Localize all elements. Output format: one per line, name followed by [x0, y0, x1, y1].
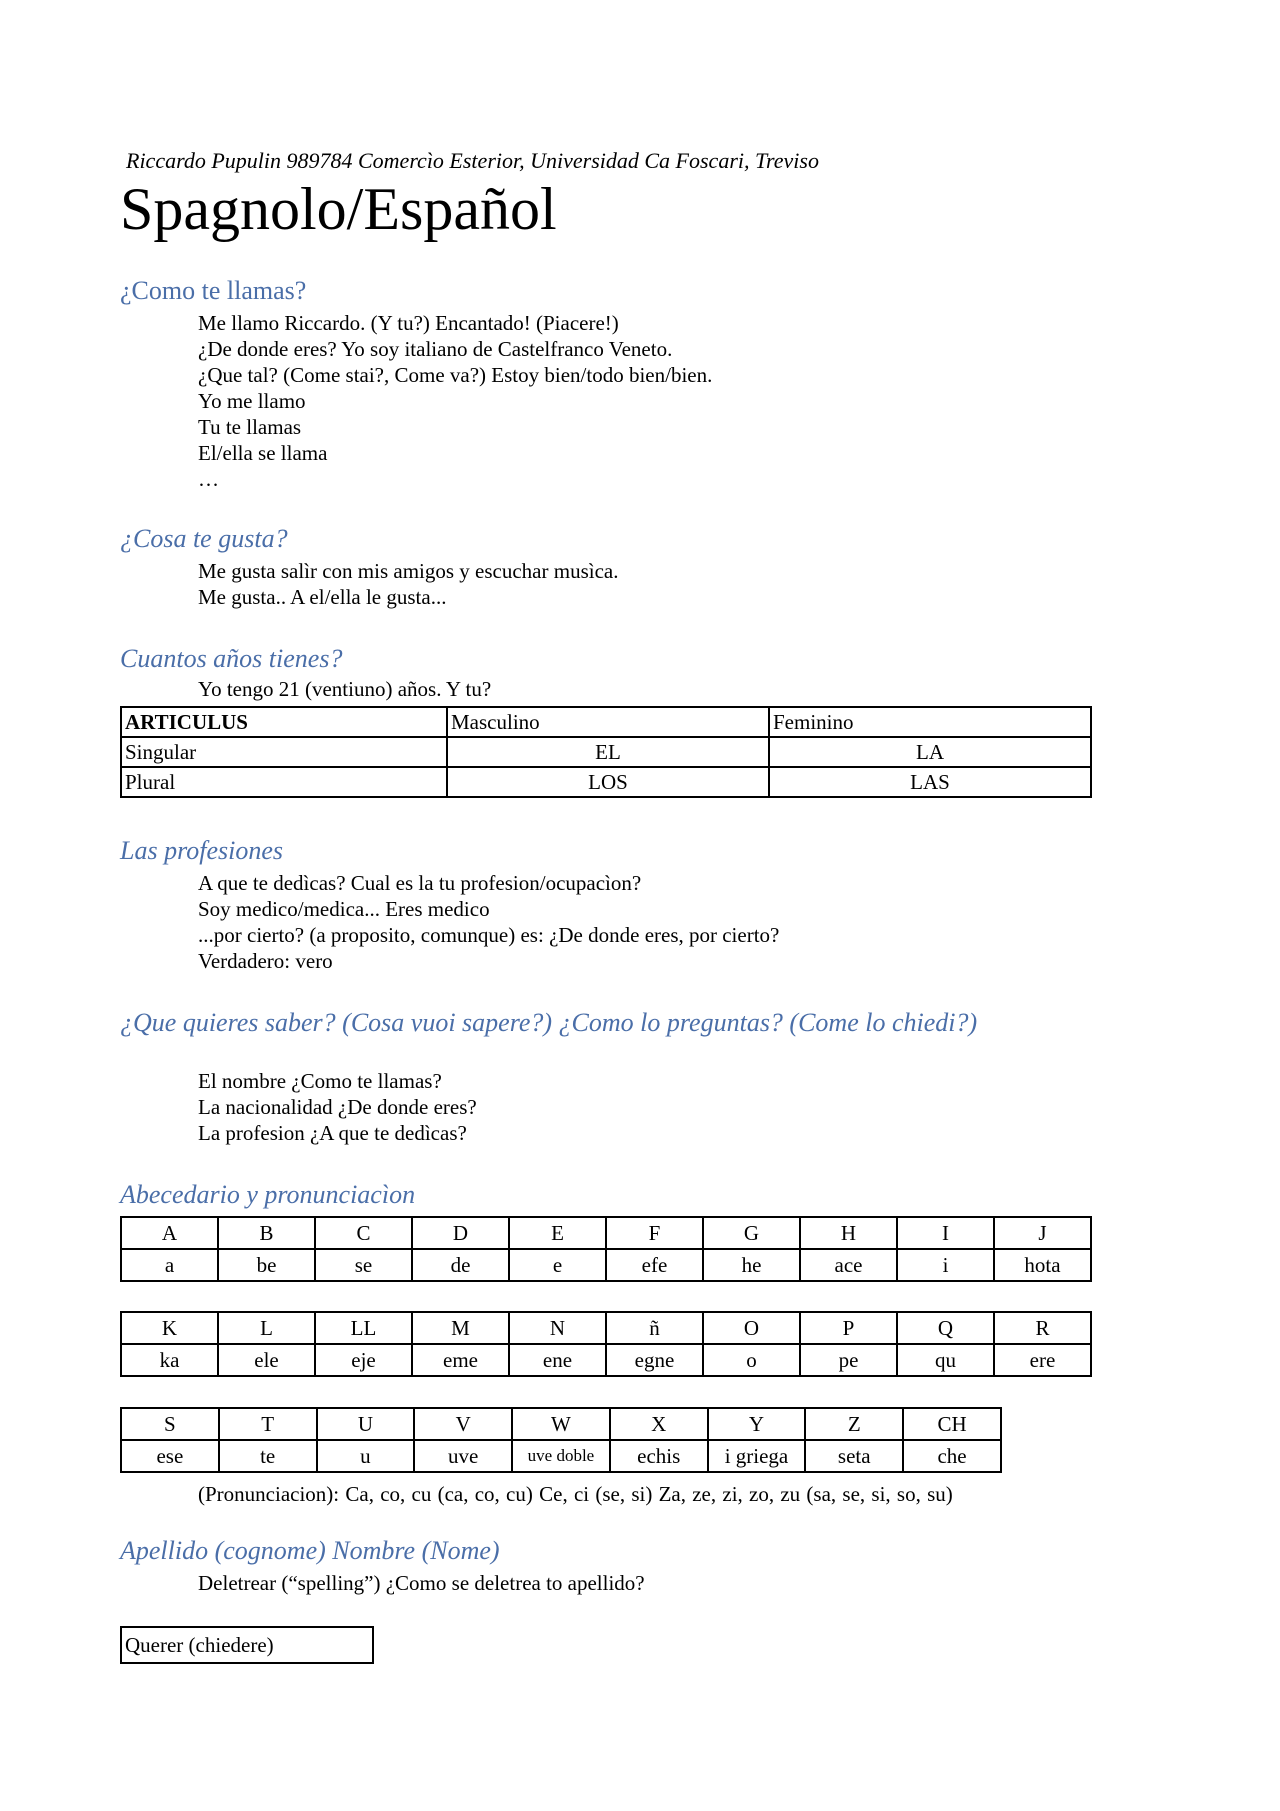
alphabet-letter: K — [121, 1312, 218, 1344]
text-line: ¿Que tal? (Come stai?, Come va?) Estoy bien/todo bien/bien. — [198, 363, 713, 387]
alphabet-letter: H — [800, 1217, 897, 1249]
alphabet-letter: LL — [315, 1312, 412, 1344]
alphabet-name: pe — [800, 1344, 897, 1376]
table-header-row — [121, 707, 1091, 737]
alphabet-letter: CH — [903, 1408, 1001, 1440]
heading-cosa-te-gusta: ¿Cosa te gusta? — [120, 524, 288, 553]
alphabet-letters-row — [121, 1408, 1001, 1440]
alphabet-letter: J — [994, 1217, 1091, 1249]
page-title: Spagnolo/Español — [120, 176, 557, 242]
text-line: El/ella se llama — [198, 441, 328, 465]
alphabet-letter: C — [315, 1217, 412, 1249]
alphabet-letters-row — [121, 1312, 1091, 1344]
text-line: ...por cierto? (a proposito, comunque) es: ¿De donde eres, por cierto? — [198, 923, 780, 947]
alphabet-letter: T — [219, 1408, 317, 1440]
heading-cuantos-anos: Cuantos años tienes? — [120, 644, 343, 673]
alphabet-names-row — [121, 1440, 1001, 1472]
text-line: Me llamo Riccardo. (Y tu?) Encantado! (Piacere!) — [198, 311, 619, 335]
alphabet-table-2 — [120, 1311, 1092, 1377]
alphabet-name: ere — [994, 1344, 1091, 1376]
alphabet-letter: E — [509, 1217, 606, 1249]
section-profesiones-lines — [198, 870, 779, 974]
alphabet-name: seta — [805, 1440, 903, 1472]
alphabet-name: de — [412, 1249, 509, 1281]
alphabet-letter: O — [703, 1312, 800, 1344]
heading-apellido: Apellido (cognome) Nombre (Nome) — [120, 1536, 500, 1565]
alphabet-name: ene — [509, 1344, 606, 1376]
table-cell: LAS — [769, 767, 1091, 797]
text-line: A que te dedìcas? Cual es la tu profesion/ocupacìon? — [198, 871, 642, 895]
alphabet-letter: F — [606, 1217, 703, 1249]
alphabet-name: ace — [800, 1249, 897, 1281]
text-line: El nombre ¿Como te llamas? — [198, 1069, 442, 1093]
alphabet-letter: G — [703, 1217, 800, 1249]
alphabet-letter: ñ — [606, 1312, 703, 1344]
alphabet-letters-row — [121, 1217, 1091, 1249]
table-cell: EL — [447, 737, 769, 767]
heading-como-te-llamas: ¿Como te llamas? — [120, 276, 307, 305]
text-line: Me gusta.. A el/ella le gusta... — [198, 585, 447, 609]
text-line: ¿De donde eres? Yo soy italiano de Castelfranco Veneto. — [198, 337, 673, 361]
alphabet-letter: Y — [708, 1408, 806, 1440]
alphabet-letter: D — [412, 1217, 509, 1249]
text-line: Yo me llamo — [198, 389, 306, 413]
alphabet-letter: N — [509, 1312, 606, 1344]
section-llamas-lines — [198, 310, 712, 492]
alphabet-letter: W — [512, 1408, 610, 1440]
alphabet-name: te — [219, 1440, 317, 1472]
text-line: La profesion ¿A que te dedìcas? — [198, 1121, 467, 1145]
pronunciation-note: (Pronunciacion): Ca, co, cu (ca, co, cu) Ce, ci (se, si) Za, ze, zi, zo, zu (sa, se, si, so, su) — [198, 1482, 953, 1506]
alphabet-names-row — [121, 1344, 1091, 1376]
table-cell: LA — [769, 737, 1091, 767]
section-apellido-lines — [198, 1570, 645, 1596]
alphabet-name: efe — [606, 1249, 703, 1281]
text-line: Soy medico/medica... Eres medico — [198, 897, 490, 921]
querer-box: Querer (chiedere) — [120, 1626, 374, 1664]
text-line: La nacionalidad ¿De donde eres? — [198, 1095, 477, 1119]
alphabet-letter: P — [800, 1312, 897, 1344]
section-saber-lines — [198, 1068, 477, 1146]
alphabet-name: be — [218, 1249, 315, 1281]
alphabet-name: ka — [121, 1344, 218, 1376]
alphabet-name: ese — [121, 1440, 219, 1472]
alphabet-name: ele — [218, 1344, 315, 1376]
alphabet-name: uve doble — [512, 1440, 610, 1472]
text-line: Yo tengo 21 (ventiuno) años. Y tu? — [198, 677, 492, 701]
section-anos-lines — [198, 676, 491, 702]
heading-las-profesiones: Las profesiones — [120, 836, 283, 865]
alphabet-name: echis — [610, 1440, 708, 1472]
alphabet-name: u — [317, 1440, 415, 1472]
articulus-table — [120, 706, 1092, 798]
text-line: Me gusta salìr con mis amigos y escuchar musìca. — [198, 559, 619, 583]
alphabet-names-row — [121, 1249, 1091, 1281]
table-row — [121, 737, 1091, 767]
text-line: Tu te llamas — [198, 415, 302, 439]
alphabet-name: uve — [414, 1440, 512, 1472]
table-cell: Singular — [121, 737, 447, 767]
text-line: … — [198, 467, 219, 491]
alphabet-letter: X — [610, 1408, 708, 1440]
alphabet-table-1 — [120, 1216, 1092, 1282]
alphabet-letter: Q — [897, 1312, 994, 1344]
alphabet-letter: S — [121, 1408, 219, 1440]
alphabet-name: eme — [412, 1344, 509, 1376]
alphabet-name: i — [897, 1249, 994, 1281]
alphabet-name: e — [509, 1249, 606, 1281]
table-header-cell: Feminino — [769, 707, 1091, 737]
alphabet-letter: B — [218, 1217, 315, 1249]
heading-que-quieres-saber: ¿Que quieres saber? (Cosa vuoi sapere?) ¿Como lo preguntas? (Come lo chiedi?) — [120, 1008, 978, 1037]
alphabet-letter: R — [994, 1312, 1091, 1344]
alphabet-name: i griega — [708, 1440, 806, 1472]
alphabet-name: o — [703, 1344, 800, 1376]
table-row — [121, 767, 1091, 797]
alphabet-name: se — [315, 1249, 412, 1281]
alphabet-name: che — [903, 1440, 1001, 1472]
alphabet-letter: M — [412, 1312, 509, 1344]
alphabet-letter: V — [414, 1408, 512, 1440]
text-line: Verdadero: vero — [198, 949, 333, 973]
table-header-cell: ARTICULUS — [121, 707, 447, 737]
alphabet-name: egne — [606, 1344, 703, 1376]
alphabet-name: he — [703, 1249, 800, 1281]
alphabet-table-3 — [120, 1407, 1002, 1473]
alphabet-name: hota — [994, 1249, 1091, 1281]
table-cell: LOS — [447, 767, 769, 797]
heading-abecedario: Abecedario y pronunciacìon — [120, 1180, 416, 1209]
alphabet-name: a — [121, 1249, 218, 1281]
alphabet-letter: L — [218, 1312, 315, 1344]
text-line: Deletrear (“spelling”) ¿Como se deletrea to apellido? — [198, 1571, 645, 1595]
alphabet-name: qu — [897, 1344, 994, 1376]
alphabet-letter: U — [317, 1408, 415, 1440]
section-gusta-lines — [198, 558, 618, 610]
alphabet-name: eje — [315, 1344, 412, 1376]
alphabet-letter: A — [121, 1217, 218, 1249]
alphabet-letter: Z — [805, 1408, 903, 1440]
table-header-cell: Masculino — [447, 707, 769, 737]
author-line: Riccardo Pupulin 989784 Comercìo Esterior, Universidad Ca Foscari, Treviso — [126, 148, 819, 173]
alphabet-letter: I — [897, 1217, 994, 1249]
table-cell: Plural — [121, 767, 447, 797]
